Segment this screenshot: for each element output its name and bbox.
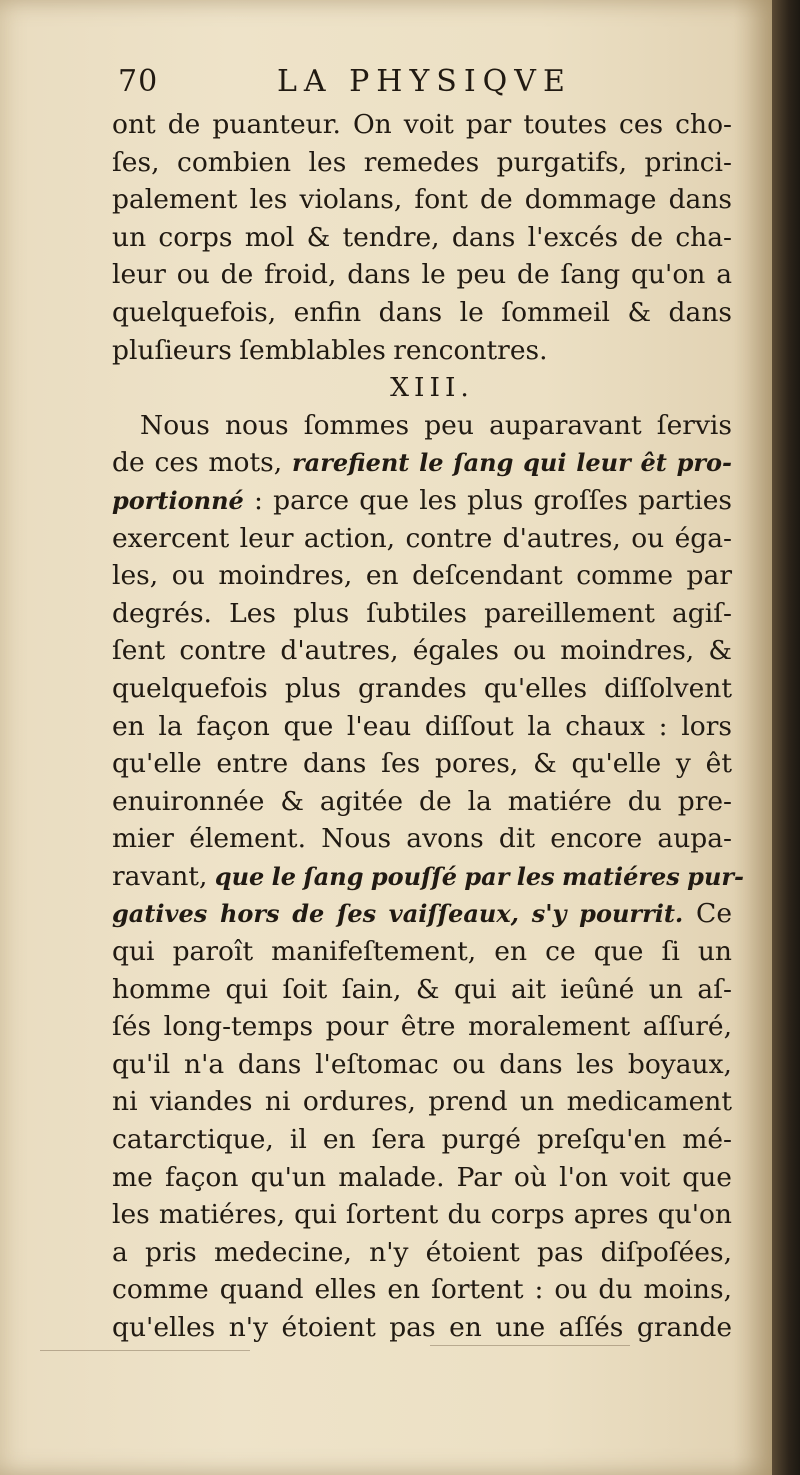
text-line: exercent leur action, contre d'autres, ou éga- xyxy=(112,522,732,554)
text-line: homme qui ſoit ſain, & qui ait ieûné un aſ- xyxy=(112,973,732,1005)
text-line: enuironnée & agitée de la matiére du pre- xyxy=(112,785,732,817)
text-line: gatives hors de ſes vaiſſeaux, s'y pourrit. Ce xyxy=(112,898,733,930)
italic-quote: portionné xyxy=(112,485,244,515)
italic-quote: que le ſang pouſſé par les matiéres pur- xyxy=(214,861,745,891)
italic-quote: gatives hors de ſes vaiſſeaux, s'y pourrit. xyxy=(112,899,684,929)
italic-quote: rarefient le ſang qui leur êt pro- xyxy=(292,448,732,478)
running-head xyxy=(112,58,732,106)
text-line: ravant, que le ſang pouſſé par les matiéres pur- xyxy=(112,860,745,892)
text-line: me façon qu'un malade. Par où l'on voit que xyxy=(112,1161,732,1193)
text-line: leur ou de froid, dans le peu de ſang qu'on a xyxy=(112,259,732,291)
text-line: qu'elles n'y étoient pas en une aſſés grande xyxy=(112,1312,732,1343)
section-heading: XIII. xyxy=(390,372,474,404)
text-line: ont de puanteur. On voit par toutes ces cho- xyxy=(112,109,732,140)
text-line: ſes, combien les remedes purgatifs, princi- xyxy=(112,146,732,178)
text-line: pluſieurs ſemblables rencontres. xyxy=(112,334,548,366)
text-line: en la façon que l'eau diſſout la chaux : lors xyxy=(112,710,732,742)
text-block xyxy=(112,58,745,1347)
text-line: ſent contre d'autres, égales ou moindres, & xyxy=(112,635,732,667)
text-line: qui paroît manifeſtement, en ce que ſi un xyxy=(112,936,732,968)
text-line: qu'elle entre dans ſes pores, & qu'elle y êt xyxy=(112,748,732,780)
text-line: quelquefois, enfin dans le ſommeil & dans xyxy=(112,296,732,328)
text-line: Nous nous ſommes peu auparavant ſervis xyxy=(140,409,732,441)
page-fold-rule xyxy=(40,1350,250,1351)
text-line: degrés. Les plus ſubtiles pareillement agiſ- xyxy=(112,597,732,629)
text-line: palement les violans, font de dommage dans xyxy=(112,184,732,216)
text-line: a pris medecine, n'y étoient pas diſpoſées, xyxy=(112,1236,732,1268)
text-line: ſés long-temps pour être moralement aſſuré, xyxy=(112,1011,732,1043)
text-line: ni viandes ni ordures, prend un medicament xyxy=(112,1086,732,1118)
text-line: catarctique, il en ſera purgé preſqu'en mé- xyxy=(112,1124,732,1156)
text-line: les, ou moindres, en deſcendant comme par xyxy=(112,560,732,592)
running-title: LA PHYSIQVE xyxy=(277,64,572,99)
book-spine-shadow xyxy=(772,0,800,1475)
text-line: les matiéres, qui ſortent du corps apres qu'on xyxy=(112,1199,732,1231)
text-line: quelquefois plus grandes qu'elles diſſolvent xyxy=(112,672,732,704)
text-line: mier élement. Nous avons dit encore aupa- xyxy=(112,823,732,855)
text-line: de ces mots, rarefient le ſang qui leur êt pro- xyxy=(112,447,732,479)
text-line: un corps mol & tendre, dans l'excés de cha- xyxy=(112,221,732,253)
text-line: qu'il n'a dans l'eſtomac ou dans les boyaux, xyxy=(112,1048,732,1080)
text-line: comme quand elles en ſortent : ou du moins, xyxy=(112,1274,732,1306)
text-line: portionné : parce que les plus groſſes parties xyxy=(112,484,732,516)
page-number: 70 xyxy=(118,64,159,99)
